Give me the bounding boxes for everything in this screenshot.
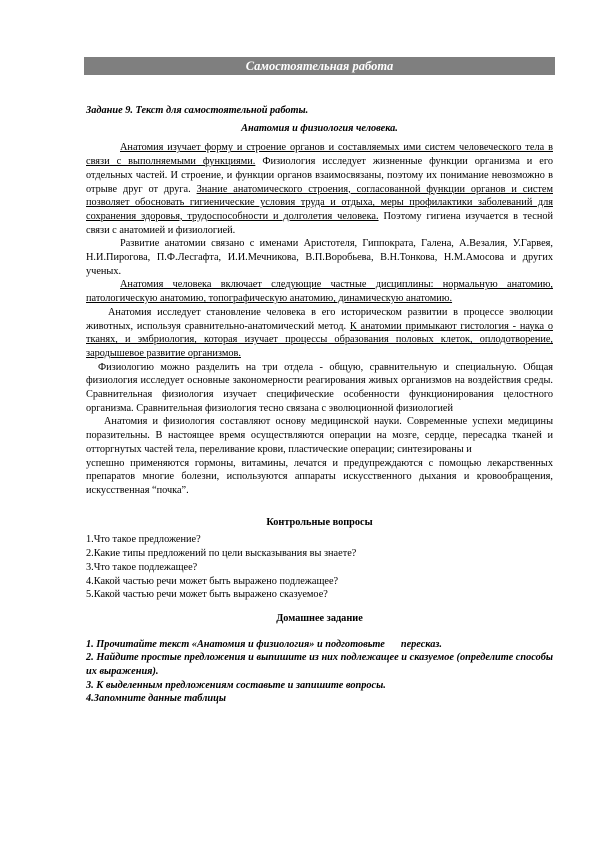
section-banner: Самостоятельная работа — [84, 57, 555, 75]
highlighted-sentence: Знание анатомического строения, согласованной функции органов и систем позволяет обосновать гигиенические условия труда и отдыха, меры профилактики заболеваний для сохранения здоровья, трудоспособности и долголетия человека. — [86, 183, 553, 222]
paragraph-text: Физиология исследует жизненные функции организма и его отдельных частей. И строение, и функции органов взаимосвязаны, поэтому их понимание невозможно в отрыве друг от друга. — [86, 156, 553, 195]
paragraph-physiology: Физиологию можно разделить на три отдела - общую, сравнительную и специальную. Общая физиология исследует основные закономерности реагирования живых организмов на воздействия среды. Сравнительная физиология изучает специфические особенности функционирования целостного организма. Сравнительная физиология тесно связана с эволюционной физиологией — [86, 361, 553, 414]
control-questions-title: Контрольные вопросы — [266, 516, 373, 528]
paragraph-medicine-continued: успешно применяются гормоны, витамины, лечатся и предупреждаются с помощью лекарственных препаратов многие болезни, используются аппараты искусственного дыхания и кровообращения, искусственная “почка”. — [86, 457, 553, 496]
highlighted-sentence: Анатомия человека включает следующие частные дисциплины: нормальную анатомию, патологическую анатомию, топографическую анатомию, динамическую анатомию. — [86, 279, 553, 305]
paragraph-text: Анатомия исследует становление человека в его историческом развитии в процессе эволюции животных, используя сравнительно-анатомический метод. — [86, 306, 553, 332]
homework-item: 3. К выделенным предложениям составьте и запишите вопросы. — [86, 679, 386, 691]
document-body — [86, 104, 553, 706]
homework-text: пересказ. — [400, 638, 443, 650]
paragraph-text: Поэтому гигиена изучается в тесной связи с анатомией и физиологией. — [86, 210, 553, 236]
paragraph-history: Развитие анатомии связано с именами Аристотеля, Гиппократа, Галена, А.Везалия, У.Гарвея, Н.И.Пирогова, П.Ф.Лесгафта, И.И.Мечникова, В.П.Воробьева, В.Н.Тонкова, Н.М.Амосова и других ученых. — [86, 238, 553, 277]
document-title: Анатомия и физиология человека. — [241, 122, 398, 134]
paragraph-medicine: Анатомия и физиология составляют основу медицинской науки. Современные успехи медицины поразительны. В настоящее время осуществляются операции на мозге, сердце, пересадка тканей и отторгнутых частей тела, переливание крови, пластические операции; синтезированы и — [86, 416, 553, 455]
homework-title: Домашнее задание — [276, 612, 363, 624]
paragraph-evolution — [86, 306, 553, 361]
homework-item: 4.Запомните данные таблицы — [86, 693, 227, 705]
paragraph-anatomy-definition — [86, 141, 553, 237]
question-item: 3.Что такое подлежащее? — [86, 561, 198, 573]
homework-text: 1. Прочитайте текст «Анатомия и физиология» и подготовьте — [86, 638, 385, 650]
highlighted-sentence: Анатомия изучает форму и строение органов и составляемых ими систем человеческого тела в связи с выполняемыми функциями. — [86, 142, 553, 168]
question-item: 4.Какой частью речи может быть выражено подлежащее? — [86, 575, 339, 587]
homework-item: 2. Найдите простые предложения и выпишите из них подлежащее и сказуемое (определите способы их выражения). — [86, 652, 553, 678]
task-title: Задание 9. Текст для самостоятельной работы. — [86, 105, 309, 116]
paragraph-disciplines — [86, 278, 553, 305]
question-item: 2.Какие типы предложений по цели высказывания вы знаете? — [86, 548, 357, 560]
homework-item — [86, 638, 553, 652]
question-item: 5.Какой частью речи может быть выражено сказуемое? — [86, 589, 328, 601]
question-item: 1.Что такое предложение? — [86, 534, 201, 546]
highlighted-sentence: К анатомии примыкают гистология - наука о тканях, и эмбриология, которая изучает процессы образования половых клеток, оплодотворение, зародышевое развитие организмов. — [86, 320, 553, 359]
